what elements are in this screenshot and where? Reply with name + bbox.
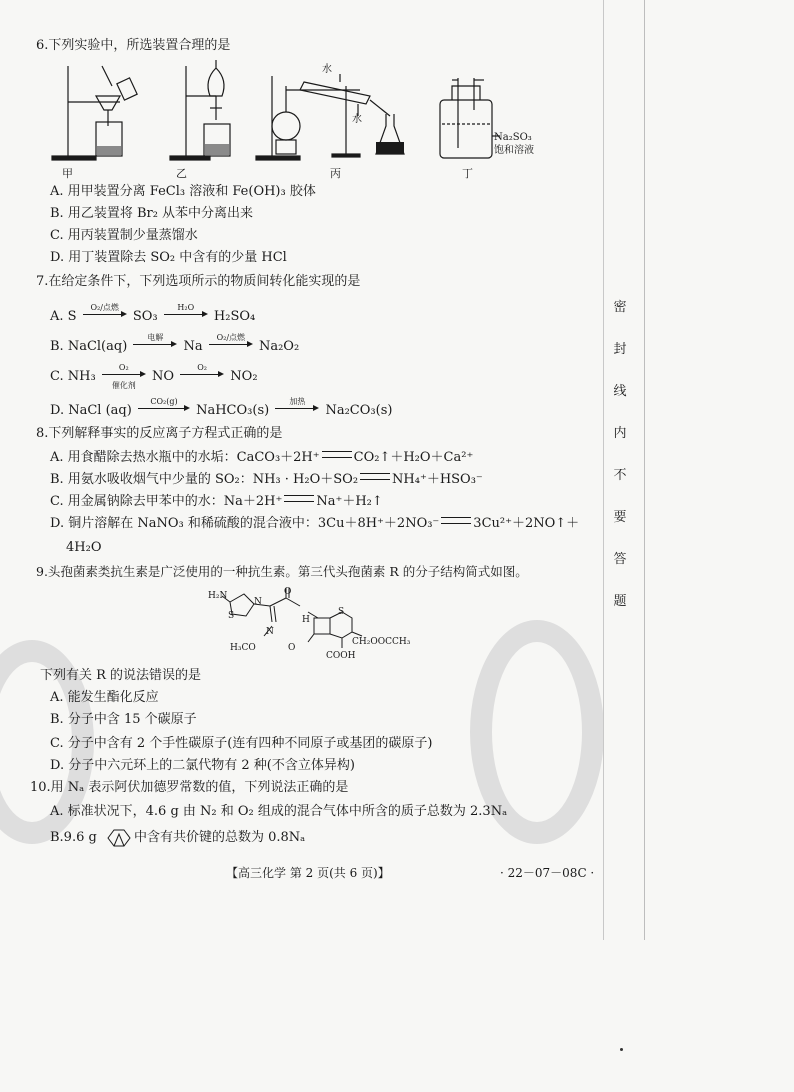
q8-stem: 8.下列解释事实的反应离子方程式正确的是 [36, 426, 283, 441]
q8c-equals [284, 495, 314, 502]
q7b-end: Na₂O₂ [258, 339, 300, 354]
margin-char-6: 要 [613, 510, 627, 525]
q7b-mid: Na [183, 339, 203, 354]
norbornane-structure [106, 826, 132, 848]
q7-option-d [50, 397, 393, 419]
q7c-cond-1: O₂ [118, 363, 129, 372]
water-out-label: 水 [352, 114, 362, 125]
q7d-arrow-1 [138, 397, 190, 416]
q10-option-a: A. 标准状况下，4.6 g 由 N₂ 和 O₂ 组成的混合气体中所含的质子总数为 2.3Nₐ [50, 804, 508, 819]
q8d-left: D. 铜片溶解在 NaNO₃ 和稀硫酸的混合液中：3Cu＋8H⁺＋2NO₃⁻ [50, 516, 440, 531]
q8a-left: A. 用食醋除去热水瓶中的水垢：CaCO₃＋2H⁺ [50, 450, 320, 465]
q6-option-a: A. 用甲装置分离 FeCl₃ 溶液和 Fe(OH)₃ 胶体 [50, 184, 316, 199]
q8d-equals [441, 517, 471, 524]
q8d-right: 3Cu²⁺＋2NO↑＋ [473, 516, 580, 531]
q8b-left: B. 用氨水吸收烟气中少量的 SO₂：NH₃ · H₂O＋SO₂ [50, 472, 359, 487]
page-footer-center: 【高三化学 第 2 页(共 6 页)】 [226, 866, 390, 880]
q9-option-c: C. 分子中含有 2 个手性碳原子(连有四种不同原子或基团的碳原子) [50, 736, 433, 751]
q7a-end: H₂SO₄ [213, 309, 256, 324]
water-in-label: 水 [322, 64, 332, 75]
q7c-mid: NO [151, 369, 174, 384]
label-ding: 丁 [462, 167, 473, 180]
mol-n2: N [266, 627, 274, 637]
q9-option-a: A. 能发生酯化反应 [50, 690, 159, 705]
q8b-right: NH₄⁺＋HSO₃⁻ [392, 472, 483, 487]
q7c-arrow-2 [180, 363, 224, 382]
fold-line [644, 0, 645, 940]
margin-char-4: 内 [613, 426, 627, 441]
mol-s1: S [228, 611, 235, 621]
q10-option-b-rest: 中含有共价键的总数为 0.8Nₐ [134, 830, 306, 845]
q8-option-c [50, 494, 383, 510]
q10-stem: 10.用 Nₐ 表示阿伏加德罗常数的值，下列说法正确的是 [30, 780, 349, 795]
q7b-cond-2: O₂/点燃 [216, 333, 246, 342]
q7-option-b [50, 333, 300, 355]
q7a-mid: SO₃ [132, 309, 158, 324]
q7b-prefix: B. NaCl(aq) [50, 339, 128, 354]
q7b-arrow-1 [133, 333, 177, 352]
mol-ome: H₃CO [230, 643, 256, 653]
q7a-cond-2: H₂O [177, 303, 195, 312]
q7d-cond-2: 加热 [289, 397, 306, 406]
mol-nh2: H₂N [208, 591, 228, 601]
q7c-end: NO₂ [230, 369, 258, 384]
margin-char-1: 密 [613, 300, 627, 315]
page-footer-code: · 22－07－08C · [500, 866, 595, 880]
q7d-end: Na₂CO₃(s) [325, 403, 393, 418]
q6-option-b: B. 用乙装置将 Br₂ 从苯中分离出来 [50, 206, 254, 221]
margin-char-2: 封 [613, 342, 627, 357]
q7-option-a [50, 303, 256, 325]
margin-char-7: 答 [613, 552, 627, 567]
q7-option-c [50, 363, 258, 390]
q8-option-d-cont: 4H₂O [66, 540, 102, 555]
q6-stem: 6.下列实验中，所选装置合理的是 [36, 38, 231, 53]
q9-stem: 9.头孢菌素类抗生素是广泛使用的一种抗生素。第三代头孢菌素 R 的分子结构简式如图。 [36, 564, 528, 579]
q8-option-a [50, 450, 473, 466]
margin-char-5: 不 [613, 468, 627, 483]
q9-option-d: D. 分子中六元环上的二氯代物有 2 种(不含立体异构) [50, 758, 355, 773]
q6-option-d: D. 用丁装置除去 SO₂ 中含有的少量 HCl [50, 250, 287, 265]
q9-option-b: B. 分子中含 15 个碳原子 [50, 712, 197, 727]
label-yi: 乙 [176, 167, 187, 180]
label-bing: 丙 [330, 167, 341, 180]
q7c-prefix: C. NH₃ [50, 369, 96, 384]
q7d-mid: NaHCO₃(s) [196, 403, 270, 418]
margin-char-8: 题 [613, 594, 627, 609]
reagent-label-2: 饱和溶液 [494, 145, 534, 156]
q8c-left: C. 用金属钠除去甲苯中的水：Na＋2H⁺ [50, 494, 283, 509]
margin-char-3: 线 [613, 384, 627, 399]
mol-n1: N [254, 597, 262, 607]
mol-s2: S [338, 607, 345, 617]
q7a-arrow-2 [164, 303, 208, 322]
q7a-arrow-1 [83, 303, 127, 322]
q8-option-d [50, 516, 579, 532]
q7a-prefix: A. S [50, 309, 77, 324]
mol-o1: O [284, 587, 292, 597]
q8a-equals [322, 451, 352, 458]
mol-cooh: COOH [326, 651, 356, 661]
reagent-label-1: Na₂SO₃ [494, 132, 532, 143]
q8c-right: Na⁺＋H₂↑ [316, 494, 383, 509]
q7b-cond-1: 电解 [147, 333, 164, 342]
q7c-cond-2: O₂ [197, 363, 208, 372]
q7d-arrow-2 [275, 397, 319, 416]
label-jia: 甲 [62, 167, 73, 180]
q8-option-b [50, 472, 483, 488]
q9-sub: 下列有关 R 的说法错误的是 [40, 668, 202, 683]
scan-speck [620, 1048, 623, 1051]
q7c-arrow-1 [102, 363, 146, 390]
q8a-right: CO₂↑＋H₂O＋Ca²⁺ [353, 450, 474, 465]
q7c-cond-1b: 催化剂 [111, 381, 136, 390]
mol-side: CH₂OOCCH₃ [352, 637, 411, 647]
q7d-prefix: D. NaCl (aq) [50, 403, 132, 418]
q7a-cond-1: O₂/点燃 [90, 303, 119, 312]
q6-option-c: C. 用丙装置制少量蒸馏水 [50, 228, 198, 243]
q7d-cond-1: CO₂(g) [150, 397, 178, 406]
q7-stem: 7.在给定条件下，下列选项所示的物质间转化能实现的是 [36, 274, 361, 289]
q7b-arrow-2 [209, 333, 253, 352]
q10-option-b-prefix: B.9.6 g [50, 830, 97, 845]
q8b-equals [360, 473, 390, 480]
mol-o2: O [288, 643, 296, 653]
mol-h: H [302, 615, 310, 625]
